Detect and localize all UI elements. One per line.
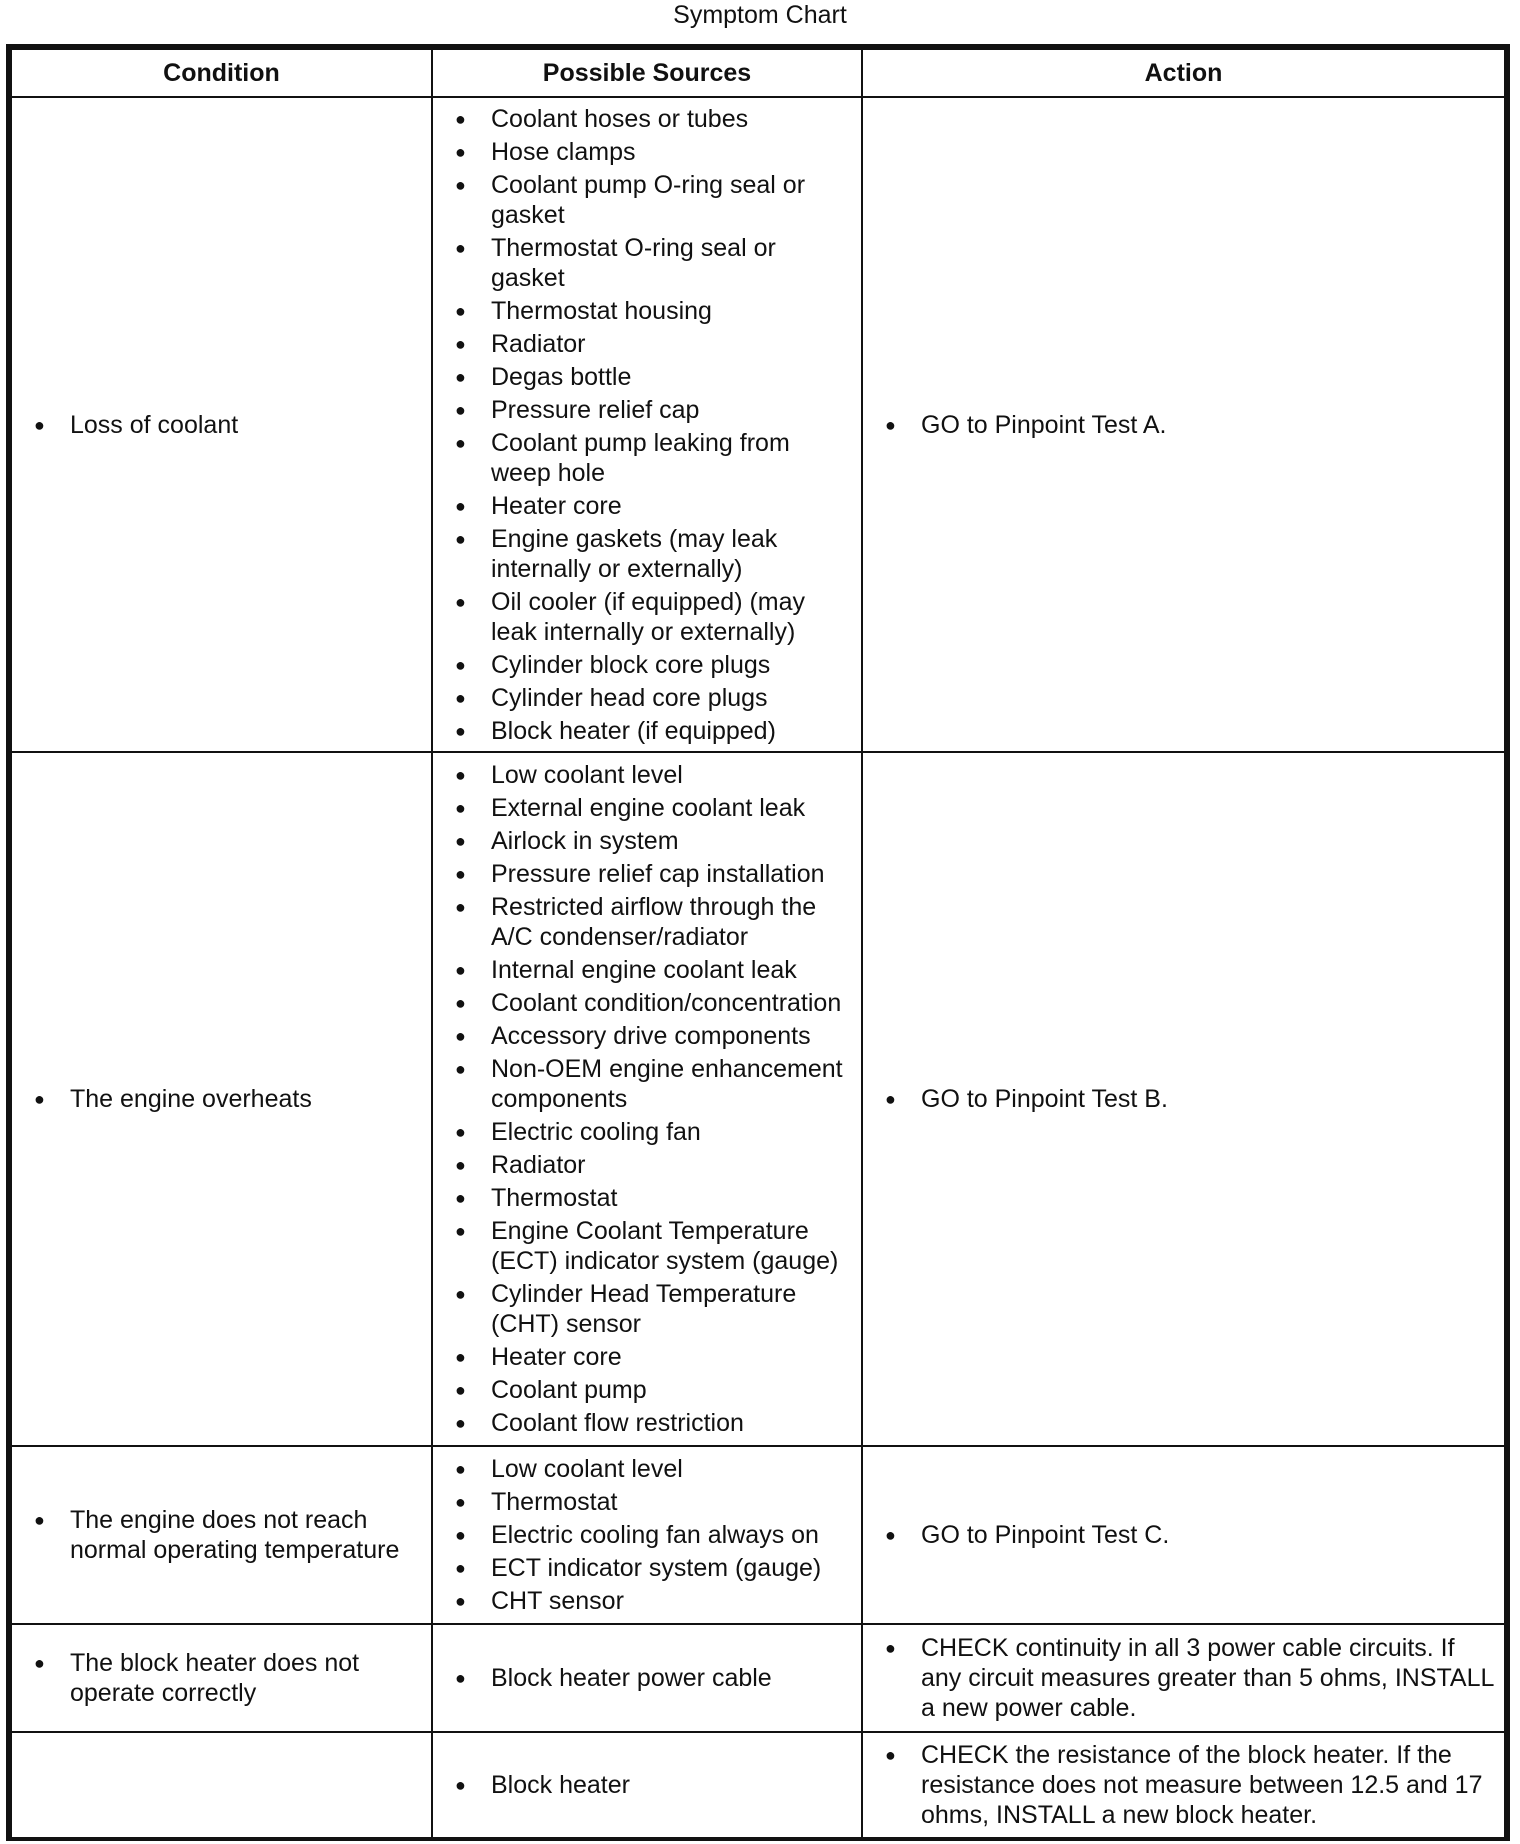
source-list-item: ● Pressure relief cap installation xyxy=(453,859,851,889)
source-list-item: ● Coolant pump leaking from weep hole xyxy=(453,428,851,488)
source-list-item: ● Cylinder head core plugs xyxy=(453,683,851,713)
source-list-item: ● Thermostat xyxy=(453,1487,851,1517)
sources-list xyxy=(453,1454,851,1616)
action-cell xyxy=(862,97,1505,752)
sources-list xyxy=(453,760,851,1438)
action-text: ● GO to Pinpoint Test A. xyxy=(883,410,1494,440)
table-row xyxy=(11,97,1505,752)
header-possible-sources: Possible Sources xyxy=(432,49,862,97)
table-row xyxy=(11,1446,1505,1624)
header-condition: Condition xyxy=(11,49,432,97)
page-title: Symptom Chart xyxy=(673,1,847,29)
source-list-item: ● Low coolant level xyxy=(453,1454,851,1484)
source-list-item: ● Heater core xyxy=(453,1342,851,1372)
source-list-item: ● Airlock in system xyxy=(453,826,851,856)
source-list-item: ● Oil cooler (if equipped) (may leak internally or externally) xyxy=(453,587,851,647)
sources-list xyxy=(453,1663,851,1693)
condition-cell xyxy=(11,1624,432,1732)
source-list-item: ● Radiator xyxy=(453,329,851,359)
action-cell xyxy=(862,1446,1505,1624)
source-list-item: ● Heater core xyxy=(453,491,851,521)
source-list-item: ● Coolant pump O-ring seal or gasket xyxy=(453,170,851,230)
source-list-item: ● Pressure relief cap xyxy=(453,395,851,425)
source-list-item: ● Hose clamps xyxy=(453,137,851,167)
sources-list xyxy=(453,104,851,746)
header-action: Action xyxy=(862,49,1505,97)
source-list-item: ● Restricted airflow through the A/C condenser/radiator xyxy=(453,892,851,952)
source-list-item: ● Non-OEM engine enhancement components xyxy=(453,1054,851,1114)
condition-text: ● The engine does not reach normal operating temperature xyxy=(32,1505,421,1565)
condition-text: ● The engine overheats xyxy=(32,1084,421,1114)
source-list-item: ● Radiator xyxy=(453,1150,851,1180)
table-row xyxy=(11,1624,1505,1732)
source-list-item: ● Block heater (if equipped) xyxy=(453,716,851,746)
condition-text: ● Loss of coolant xyxy=(32,410,421,440)
table-row xyxy=(11,1732,1505,1838)
action-text: ● GO to Pinpoint Test C. xyxy=(883,1520,1494,1550)
table-header-row xyxy=(11,49,1505,97)
source-list-item: ● Thermostat housing xyxy=(453,296,851,326)
source-list-item: ● Cylinder block core plugs xyxy=(453,650,851,680)
condition-cell xyxy=(11,1732,432,1838)
possible-sources-cell xyxy=(432,97,862,752)
sources-list xyxy=(453,1770,851,1800)
source-list-item: ● Electric cooling fan always on xyxy=(453,1520,851,1550)
possible-sources-cell xyxy=(432,1446,862,1624)
table-row xyxy=(11,752,1505,1446)
source-list-item: ● Low coolant level xyxy=(453,760,851,790)
source-list-item: ● ECT indicator system (gauge) xyxy=(453,1553,851,1583)
symptom-chart-table xyxy=(6,44,1510,1841)
source-list-item: ● External engine coolant leak xyxy=(453,793,851,823)
possible-sources-cell xyxy=(432,1732,862,1838)
source-list-item: ● Degas bottle xyxy=(453,362,851,392)
source-list-item: ● Thermostat O-ring seal or gasket xyxy=(453,233,851,293)
source-list-item: ● CHT sensor xyxy=(453,1586,851,1616)
condition-text: ● The block heater does not operate correctly xyxy=(32,1648,421,1708)
source-list-item: ● Block heater xyxy=(453,1770,851,1800)
action-cell xyxy=(862,1732,1505,1838)
action-text: ● GO to Pinpoint Test B. xyxy=(883,1084,1494,1114)
condition-cell xyxy=(11,752,432,1446)
source-list-item: ● Cylinder Head Temperature (CHT) sensor xyxy=(453,1279,851,1339)
source-list-item: ● Coolant pump xyxy=(453,1375,851,1405)
source-list-item: ● Electric cooling fan xyxy=(453,1117,851,1147)
source-list-item: ● Engine gaskets (may leak internally or externally) xyxy=(453,524,851,584)
source-list-item: ● Coolant condition/concentration xyxy=(453,988,851,1018)
source-list-item: ● Block heater power cable xyxy=(453,1663,851,1693)
source-list-item: ● Coolant hoses or tubes xyxy=(453,104,851,134)
source-list-item: ● Coolant flow restriction xyxy=(453,1408,851,1438)
possible-sources-cell xyxy=(432,1624,862,1732)
possible-sources-cell xyxy=(432,752,862,1446)
action-text: ● CHECK the resistance of the block heater. If the resistance does not measure between 12.5 and 17 ohms, INSTALL a new block heater. xyxy=(883,1740,1494,1830)
condition-cell xyxy=(11,97,432,752)
source-list-item: ● Engine Coolant Temperature (ECT) indicator system (gauge) xyxy=(453,1216,851,1276)
source-list-item: ● Internal engine coolant leak xyxy=(453,955,851,985)
source-list-item: ● Thermostat xyxy=(453,1183,851,1213)
action-cell xyxy=(862,1624,1505,1732)
action-cell xyxy=(862,752,1505,1446)
action-text: ● CHECK continuity in all 3 power cable circuits. If any circuit measures greater than 5 ohms, INSTALL a new power cable. xyxy=(883,1633,1494,1723)
source-list-item: ● Accessory drive components xyxy=(453,1021,851,1051)
condition-cell xyxy=(11,1446,432,1624)
